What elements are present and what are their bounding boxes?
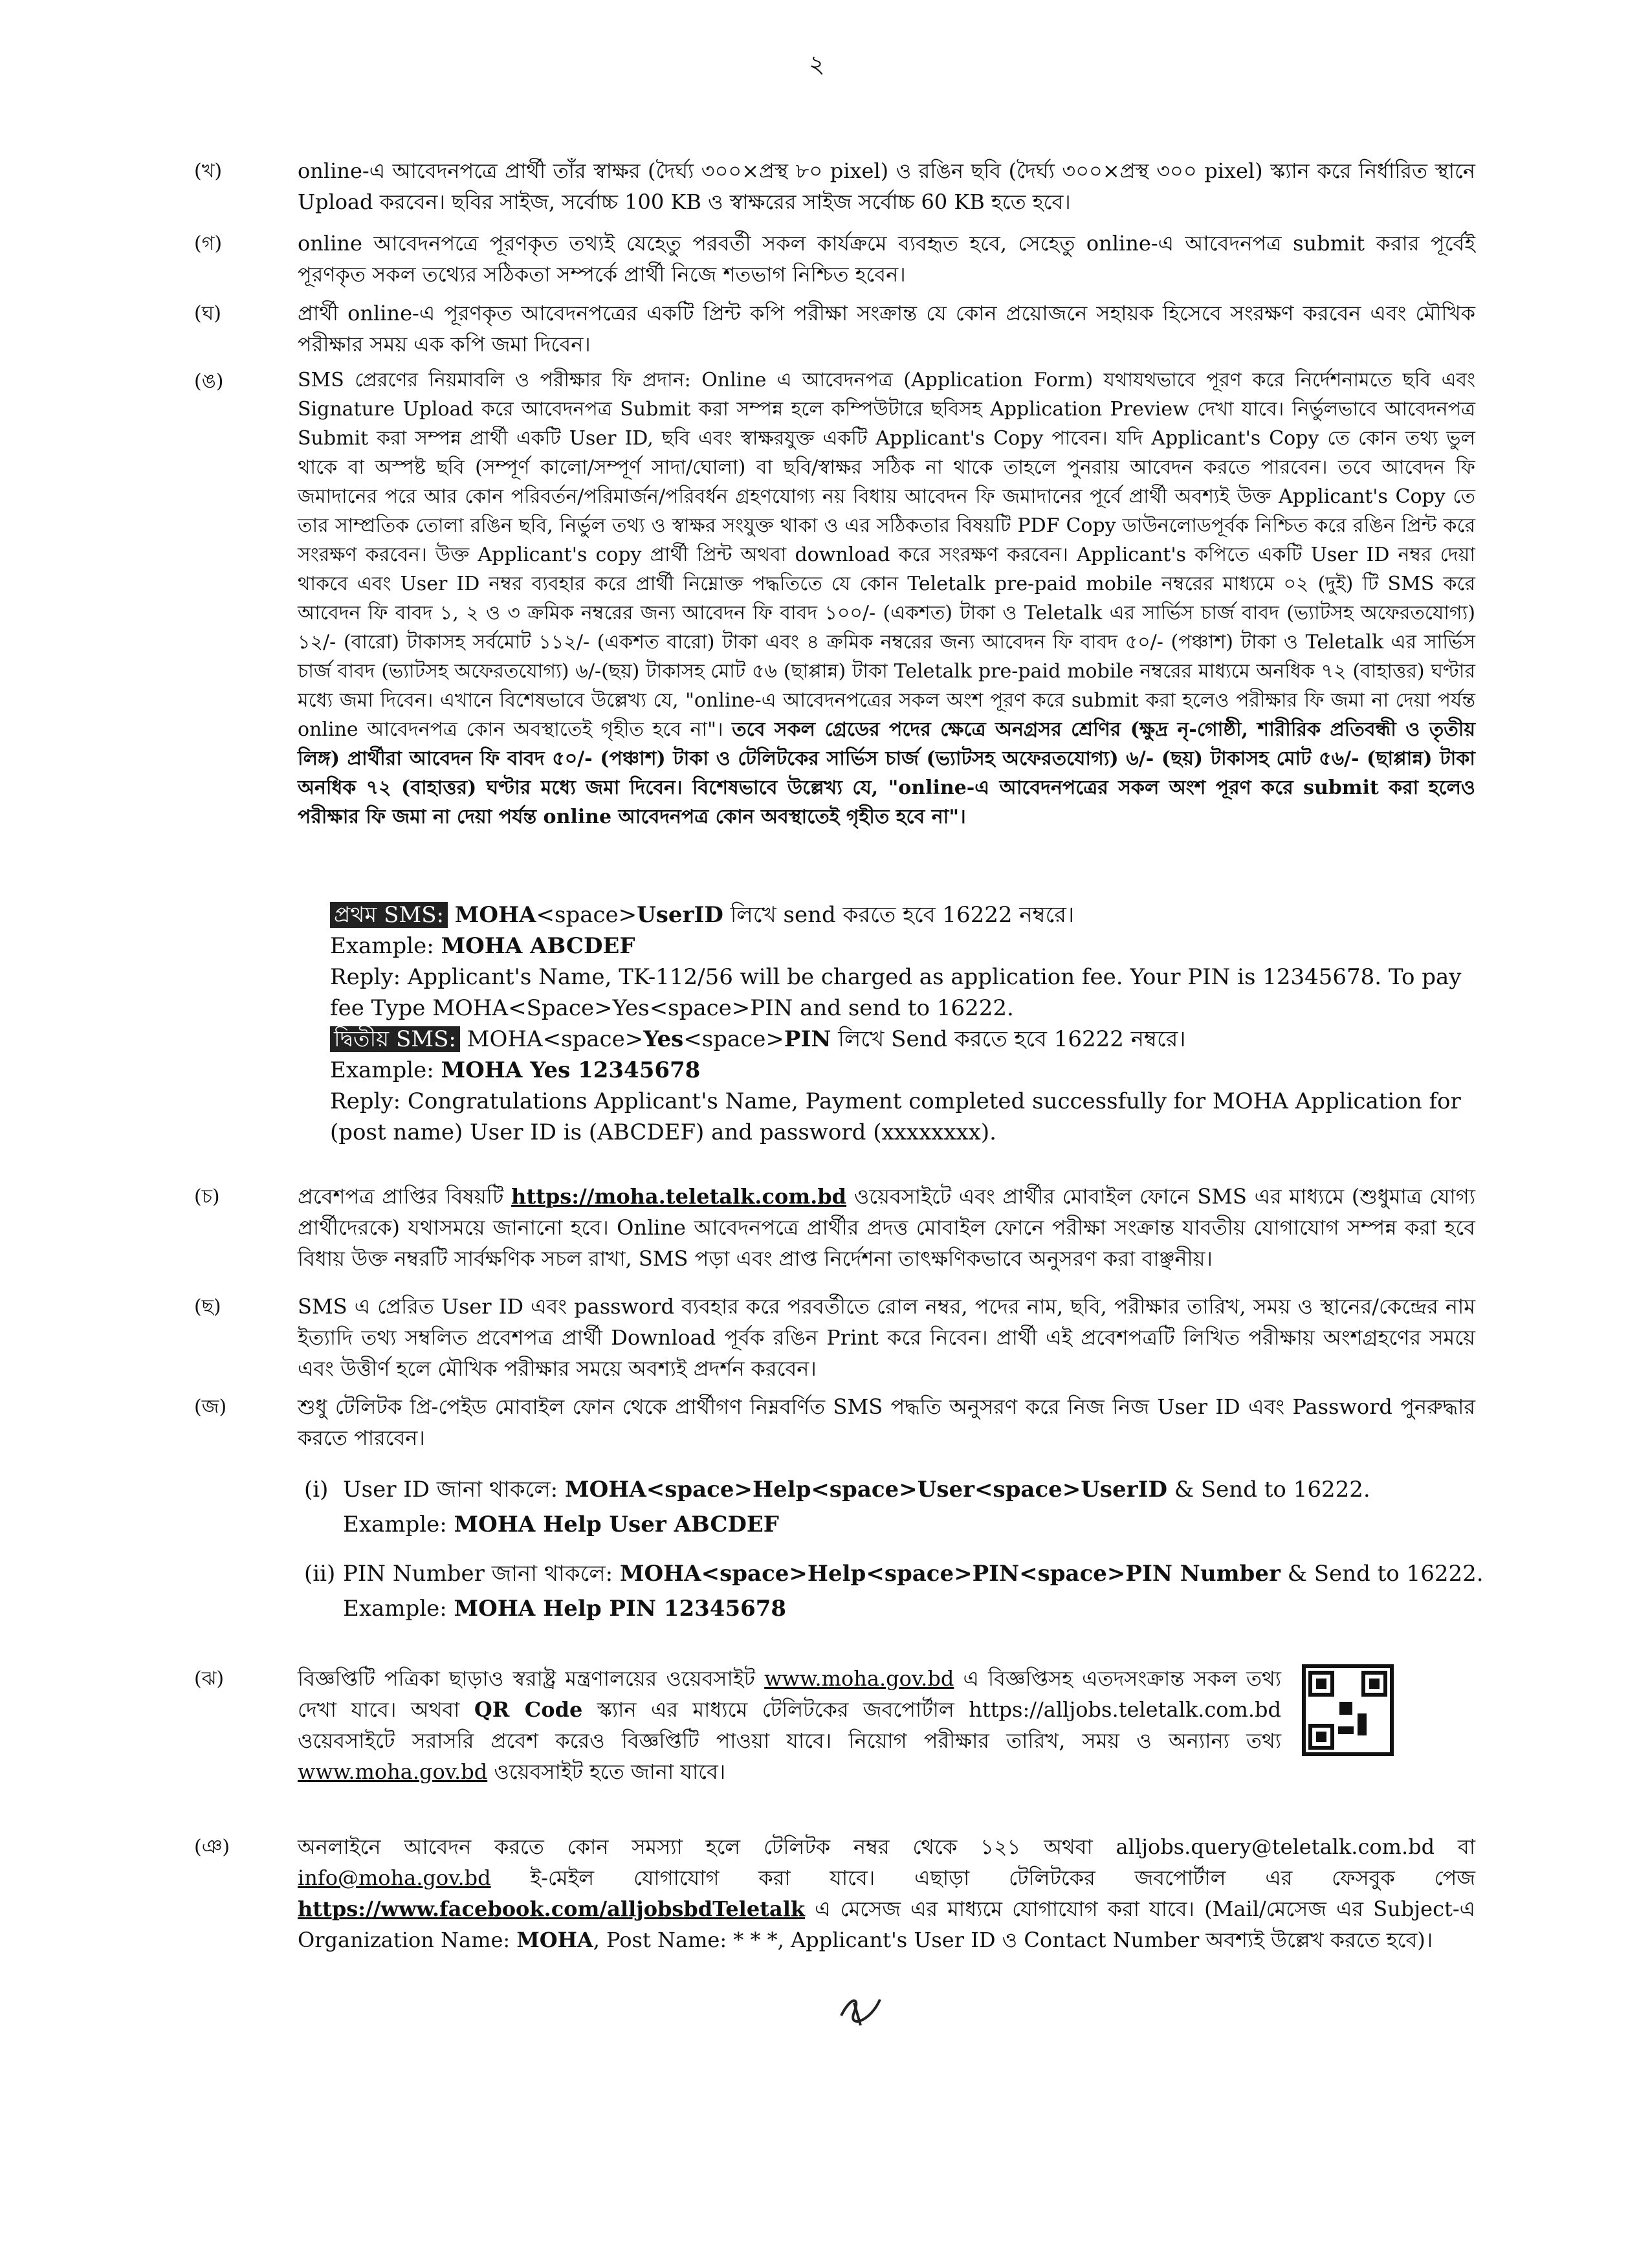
clause-text: , Post Name: * * *, Applicant's User ID ও Contact Number অবশ্যই উল্লেখ করতে হবে)।	[593, 1928, 1433, 1952]
example-label: Example:	[343, 1512, 447, 1537]
sms-keyword: PIN	[784, 1026, 831, 1052]
clause-text: online আবেদনপত্রে পূরণকৃত তথ্যই যেহেতু পরবর্তী সকল কার্যক্রমে ব্যবহৃত হবে, সেহেতু online-এ আবেদনপত্র submit করার পূর্বেই পূরণকৃত সকল তথ্যের সঠিকতা সম্পর্কে প্রার্থী নিজে শতভাগ নিশ্চিত হবেন।	[298, 231, 1475, 287]
clause-text: স্ক্যান এর মাধ্যমে টেলিটকের জবপোর্টাল https://alljobs.teletalk.com.bd ওয়েবসাইটে সরাসরি প্রবেশ করেও বিজ্ঞপ্তিটি পাওয়া যাবে। নিয়োগ পরীক্ষার তারিখ, সময় ও অন্যান্য তথ্য	[298, 1697, 1281, 1753]
sms-keyword: Yes	[643, 1026, 684, 1052]
recovery-condition: User ID জানা থাকলে:	[343, 1477, 558, 1503]
example-value: MOHA Help User ABCDEF	[454, 1512, 779, 1537]
signature-icon	[835, 1990, 886, 2029]
clause-text: এ বিজ্ঞপ্তিসহ এতদসংক্রান্ত সকল তথ্য দেখা যাবে। অথবা	[298, 1666, 1282, 1722]
clause-chha	[194, 1291, 1475, 1384]
moha-website-link[interactable]: www.moha.gov.bd	[764, 1666, 954, 1691]
clause-text: SMS এ প্রেরিত User ID এবং password ব্যবহার করে পরবর্তীতে রোল নম্বর, পদের নাম, ছবি, পরীক্ষার তারিখ, সময় ও স্থানের/কেন্দ্রের নাম ইত্যাদি তথ্য সম্বলিত প্রবেশপত্র প্রার্থী Download পূর্বক রঙিন Print করে নিবেন। প্রার্থী এই প্রবেশপত্রটি লিখিত পরীক্ষায় অংশগ্রহণের সময়ে এবং উত্তীর্ণ হলে মৌখিক পরীক্ষার সময়ে অবশ্যই প্রদর্শন করবেন।	[298, 1294, 1475, 1381]
space-token: <space>	[683, 1026, 784, 1052]
org-name: MOHA	[516, 1928, 593, 1952]
recovery-command: MOHA<space>Help<space>PIN<space>PIN Number	[619, 1561, 1281, 1587]
facebook-link[interactable]: https://www.facebook.com/alljobsbdTeletalk	[298, 1897, 806, 1921]
clause-kha	[194, 155, 1475, 217]
clause-text: প্রার্থী online-এ পূরণকৃত আবেদনপত্রের একটি প্রিন্ট কপি পরীক্ষা সংক্রান্ত যে কোন প্রয়োজনে সহায়ক হিসেবে সংরক্ষণ করবেন এবং মৌখিক পরীক্ষার সময় এক কপি জমা দিবেন।	[298, 301, 1475, 357]
clause-text: ওয়েবসাইট হতে জানা যাবে।	[494, 1759, 726, 1784]
sub-label: (ii)	[304, 1561, 336, 1587]
reply-text: Reply: Congratulations Applicant's Name, Payment completed successfully for MOHA Application for (post name) User ID is (ABCDEF) and password (xxxxxxxx).	[330, 1088, 1461, 1145]
moha-website-link[interactable]: www.moha.gov.bd	[298, 1759, 488, 1784]
clause-text: এ মেসেজ এর মাধ্যমে যোগাযোগ করা যাবে। (Mail/মেসেজ এর Subject-এ Organization Name:	[298, 1897, 1476, 1952]
page-number: ২	[809, 50, 825, 78]
clause-ga	[194, 228, 1475, 290]
qr-code	[1302, 1664, 1394, 1756]
recovery-tail: & Send to 16222.	[1174, 1477, 1370, 1503]
clause-ja	[194, 1391, 1475, 1453]
clause-nya	[194, 1831, 1475, 1955]
clause-label: (গ)	[194, 232, 223, 255]
info-email-link[interactable]: info@moha.gov.bd	[298, 1866, 491, 1890]
sms-instruction: লিখে send করতে হবে 16222 নম্বরে।	[730, 902, 1075, 928]
clause-label: (ঘ)	[194, 302, 221, 325]
example-value: MOHA Help PIN 12345678	[454, 1596, 787, 1622]
clause-text: SMS প্রেরণের নিয়মাবলি ও পরীক্ষার ফি প্রদান: Online এ আবেদনপত্র (Application Form) যথাযথভাবে পূরণ করে নির্দেশনামতে ছবি এবং Signature Upload করে আবেদনপত্র Submit করা সম্পন্ন হলে কম্পিউটারে ছবিসহ Application Preview দেখা যাবে। নির্ভুলভাবে আবেদনপত্র Submit করা সম্পন্ন প্রার্থী একটি User ID, ছবি এবং স্বাক্ষরযুক্ত একটি Applicant's Copy পাবেন। যদি Applicant's Copy তে কোন তথ্য ভুল থাকে বা অস্পষ্ট ছবি (সম্পূর্ণ কালো/সম্পূর্ণ সাদা/ঘোলা) বা ছবি/স্বাক্ষর সঠিক না থাকে তাহলে পুনরায় আবেদন করতে পারবেন। তবে আবেদন ফি জমাদানের পরে আর কোন পরিবর্তন/পরিমার্জন/পরিবর্ধন গ্রহণযোগ্য নয় বিধায় আবেদন ফি জমাদানের পূর্বে প্রার্থী অবশ্যই উক্ত Applicant's Copy তে তার সাম্প্রতিক তোলা রঙিন ছবি, নির্ভুল তথ্য ও স্বাক্ষর সংযুক্ত থাকা ও এর সঠিকতার বিষয়টি PDF Copy ডাউনলোডপূর্বক নিশ্চিত করে রঙিন প্রিন্ট করে সংরক্ষণ করবেন। উক্ত Applicant's copy প্রার্থী প্রিন্ট অথবা download করে সংরক্ষণ করবেন। Applicant's কপিতে একটি User ID নম্বর দেয়া থাকবে এবং User ID নম্বর ব্যবহার করে প্রার্থী নিম্নোক্ত পদ্ধতিতে যে কোন Teletalk pre-paid mobile নম্বরের মাধ্যমে ০২ (দুই) টি SMS করে আবেদন ফি বাবদ ১, ২ ও ৩ ক্রমিক নম্বরের জন্য আবেদন ফি বাবদ ১০০/- (একশত) টাকা ও Teletalk এর সার্ভিস চার্জ বাবদ (ভ্যাটসহ অফেরতযোগ্য) ১২/- (বারো) টাকাসহ সর্বমোট ১১২/- (একশত বারো) টাকা এবং ৪ ক্রমিক নম্বরের জন্য আবেদন ফি বাবদ ৫০/- (পঞ্চাশ) টাকা ও Teletalk এর সার্ভিস চার্জ বাবদ (ভ্যাটসহ অফেরতযোগ্য) ৬/-(ছয়) টাকাসহ মোট ৫৬ (ছাপ্পান্ন) টাকা Teletalk pre-paid mobile নম্বরের মাধ্যমে অনধিক ৭২ (বাহাত্তর) ঘণ্টার মধ্যে জমা দিবেন। এখানে বিশেষভাবে উল্লেখ্য যে, "online-এ আবেদনপত্রের সকল অংশ পূরণ করে submit করা হলেও পরীক্ষার ফি জমা না দেয়া পর্যন্ত online আবেদনপত্র কোন অবস্থাতেই গৃহীত হবে না"।	[298, 369, 1475, 741]
clause-text: প্রবেশপত্র প্রাপ্তির বিষয়টি	[298, 1184, 504, 1209]
clause-label: (চ)	[194, 1185, 220, 1208]
clause-cha	[194, 1181, 1475, 1274]
example-label: Example:	[343, 1596, 447, 1622]
clause-gha	[194, 298, 1475, 360]
recovery-command: MOHA<space>Help<space>User<space>UserID	[564, 1477, 1167, 1503]
clause-label: (খ)	[194, 160, 223, 182]
clause-text: শুধু টেলিটক প্রি-পেইড মোবাইল ফোন থেকে প্রার্থীগণ নিম্নবর্ণিত SMS পদ্ধতি অনুসরণ করে নিজ নিজ User ID এবং Password পুনরুদ্ধার করতে পারবেন।	[298, 1394, 1475, 1450]
clause-bold-text: তবে সকল গ্রেডের পদের ক্ষেত্রে অনগ্রসর শ্রেণির (ক্ষুদ্র নৃ-গোষ্ঠী, শারীরিক প্রতিবন্ধী ও তৃতীয় লিঙ্গ) প্রার্থীরা আবেদন ফি বাবদ ৫০/- (পঞ্চাশ) টাকা ও টেলিটকের সার্ভিস চার্জ (ভ্যাটসহ অফেরতযোগ্য) ৬/- (ছয়) টাকাসহ মোট ৫৬/- (ছাপ্পান্ন) টাকা অনধিক ৭২ (বাহাত্তর) ঘণ্টার মধ্যে জমা দিবেন। বিশেষভাবে উল্লেখ্য যে, "online-এ আবেদনপত্রের সকল অংশ পূরণ করে submit করা হলেও পরীক্ষার ফি জমা না দেয়া পর্যন্ত online আবেদনপত্র কোন অবস্থাতেই গৃহীত হবে না"।	[298, 718, 1475, 828]
sms-instruction: লিখে Send করতে হবে 16222 নম্বরে।	[838, 1026, 1186, 1052]
reply-text: Reply: Applicant's Name, TK-112/56 will be charged as application fee. Your PIN is 12345678. To pay fee Type MOHA<Space>Yes<space>PIN and send to 16222.	[330, 964, 1462, 1021]
sms-instructions	[330, 899, 1469, 1148]
recovery-userid	[304, 1472, 1370, 1542]
clause-text: অনলাইনে আবেদন করতে কোন সমস্যা হলে টেলিটক নম্বর থেকে ১২১ অথবা alljobs.query@teletalk.com.bd বা	[298, 1834, 1475, 1859]
clause-text: online-এ আবেদনপত্রে প্রার্থী তাঁর স্বাক্ষর (দৈর্ঘ্য ৩০০×প্রস্থ ৮০ pixel) ও রঙিন ছবি (দৈর্ঘ্য ৩০০×প্রস্থ ৩০০ pixel) স্ক্যান করে নির্ধারিত স্থানে Upload করবেন। ছবির সাইজ, সর্বোচ্চ 100 KB ও স্বাক্ষরের সাইজ সর্বোচ্চ 60 KB হতে হবে।	[298, 159, 1475, 214]
clause-label: (ঙ)	[194, 370, 224, 393]
second-sms-tag: দ্বিতীয় SMS:	[330, 1026, 460, 1052]
example-value: MOHA Yes 12345678	[441, 1057, 701, 1083]
space-token: <space>	[536, 902, 637, 928]
clause-text: বিজ্ঞপ্তিটি পত্রিকা ছাড়াও স্বরাষ্ট্র মন্ত্রণালয়ের ওয়েবসাইট	[298, 1666, 755, 1691]
sms-keyword: MOHA	[467, 1026, 543, 1052]
recovery-pin	[304, 1556, 1484, 1626]
qr-code-label: QR Code	[474, 1697, 583, 1722]
space-token: <space>	[542, 1026, 644, 1052]
clause-label: (ঝ)	[194, 1668, 225, 1690]
clause-text: ই-মেইল যোগাযোগ করা যাবে। এছাড়া টেলিটকের জবপোর্টাল এর ফেসবুক পেজ	[530, 1866, 1475, 1890]
teletalk-link[interactable]: https://moha.teletalk.com.bd	[511, 1184, 847, 1209]
example-value: MOHA ABCDEF	[441, 933, 635, 959]
example-label: Example:	[330, 1057, 434, 1083]
example-label: Example:	[330, 933, 434, 959]
sms-keyword: MOHA	[454, 902, 536, 928]
clause-label: (জ)	[194, 1396, 227, 1418]
clause-text: ওয়েবসাইটে এবং প্রার্থীর মোবাইল ফোনে SMS এর মাধ্যমে (শুধুমাত্র যোগ্য প্রার্থীদেরকে) যথাসময়ে জানানো হবে। Online আবেদনপত্রে প্রার্থীর প্রদত্ত মোবাইল ফোনে পরীক্ষা সংক্রান্ত যাবতীয় যোগাযোগ সম্পন্ন করা হবে বিধায় উক্ত নম্বরটি সার্বক্ষণিক সচল রাখা, SMS পড়া এবং প্রাপ্ত নির্দেশনা তাৎক্ষণিকভাবে অনুসরণ করা বাঞ্ছনীয়।	[298, 1184, 1475, 1271]
recovery-tail: & Send to 16222.	[1287, 1561, 1484, 1587]
sms-keyword: UserID	[637, 902, 723, 928]
clause-jha	[194, 1663, 1281, 1787]
clause-umo	[194, 366, 1475, 831]
clause-label: (ঞ)	[194, 1836, 230, 1858]
first-sms-tag: প্রথম SMS:	[330, 902, 448, 928]
sub-label: (i)	[304, 1477, 329, 1503]
clause-label: (ছ)	[194, 1295, 221, 1318]
recovery-condition: PIN Number জানা থাকলে:	[343, 1561, 613, 1587]
